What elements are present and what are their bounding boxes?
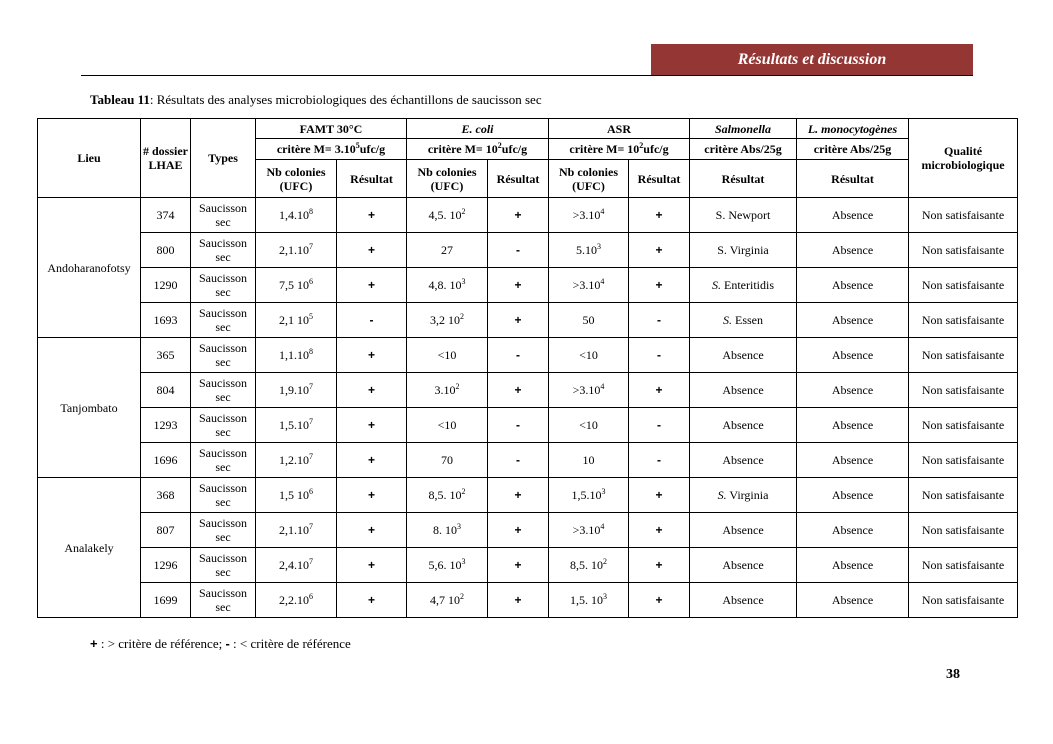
ecoli-result-cell: +	[488, 583, 549, 618]
table-row	[38, 373, 1018, 408]
dossier-cell: 1699	[141, 583, 191, 618]
salmonella-result-cell: S. Virginia	[690, 478, 797, 513]
header-types: Types	[191, 119, 256, 198]
ecoli-count-cell: 8. $10^3$	[407, 513, 488, 548]
salmonella-result-cell: Absence	[690, 443, 797, 478]
header-asr-result: Résultat	[629, 160, 690, 198]
ecoli-result-cell: +	[488, 268, 549, 303]
table-row	[38, 268, 1018, 303]
section-header: Résultats et discussion	[651, 44, 973, 75]
ecoli-count-cell: 3.10$^2$	[407, 373, 488, 408]
quality-cell: Non satisfaisante	[909, 233, 1018, 268]
criterion-famt: critère $M= 3.10^5ufc/g$	[256, 139, 407, 160]
famt-result-cell: +	[337, 373, 407, 408]
table-row	[38, 408, 1018, 443]
asr-count-cell: 50	[549, 303, 629, 338]
famt-count-cell: 7,5 $10^6$	[256, 268, 337, 303]
famt-result-cell: +	[337, 478, 407, 513]
famt-result-cell: -	[337, 303, 407, 338]
dossier-cell: 804	[141, 373, 191, 408]
salmonella-result-cell: Absence	[690, 513, 797, 548]
header-ecoli-count: Nb colonies (UFC)	[407, 160, 488, 198]
type-cell: Saucisson sec	[191, 583, 256, 618]
ecoli-result-cell: +	[488, 373, 549, 408]
famt-count-cell: 1,5 $10^6$	[256, 478, 337, 513]
asr-count-cell: 10	[549, 443, 629, 478]
header-dossier: # dossier LHAE	[141, 119, 191, 198]
asr-result-cell: +	[629, 478, 690, 513]
dossier-cell: 800	[141, 233, 191, 268]
table-row	[38, 443, 1018, 478]
ecoli-result-cell: +	[488, 303, 549, 338]
listeria-result-cell: Absence	[797, 478, 909, 513]
type-cell: Saucisson sec	[191, 548, 256, 583]
quality-cell: Non satisfaisante	[909, 303, 1018, 338]
type-cell: Saucisson sec	[191, 478, 256, 513]
listeria-result-cell: Absence	[797, 443, 909, 478]
listeria-result-cell: Absence	[797, 583, 909, 618]
famt-count-cell: 1,1.10$^8$	[256, 338, 337, 373]
ecoli-count-cell: 70	[407, 443, 488, 478]
salmonella-result-cell: S. Newport	[690, 198, 797, 233]
listeria-result-cell: Absence	[797, 373, 909, 408]
dossier-cell: 807	[141, 513, 191, 548]
famt-result-cell: +	[337, 408, 407, 443]
ecoli-count-cell: 27	[407, 233, 488, 268]
asr-count-cell: <10	[549, 338, 629, 373]
famt-count-cell: 1,4.10$^8$	[256, 198, 337, 233]
ecoli-count-cell: <10	[407, 408, 488, 443]
header-salmonella: Salmonella	[690, 119, 797, 139]
dossier-cell: 1296	[141, 548, 191, 583]
header-listeria-result: Résultat	[797, 160, 909, 198]
listeria-result-cell: Absence	[797, 303, 909, 338]
asr-result-cell: +	[629, 198, 690, 233]
famt-count-cell: 2,4.10$^7$	[256, 548, 337, 583]
type-cell: Saucisson sec	[191, 373, 256, 408]
asr-result-cell: +	[629, 268, 690, 303]
header-famt-result: Résultat	[337, 160, 407, 198]
header-salmonella-result: Résultat	[690, 160, 797, 198]
footnote: + : > critère de référence; - : < critère de référence	[90, 636, 351, 651]
lieu-cell: Andoharanofotsy	[38, 198, 141, 338]
asr-result-cell: -	[629, 303, 690, 338]
quality-cell: Non satisfaisante	[909, 268, 1018, 303]
famt-result-cell: +	[337, 233, 407, 268]
ecoli-result-cell: -	[488, 233, 549, 268]
table-row	[38, 513, 1018, 548]
salmonella-result-cell: S. Enteritidis	[690, 268, 797, 303]
dossier-cell: 1293	[141, 408, 191, 443]
table-row	[38, 338, 1018, 373]
table-body	[38, 198, 1018, 618]
quality-cell: Non satisfaisante	[909, 338, 1018, 373]
famt-count-cell: 1,2.10$^7$	[256, 443, 337, 478]
ecoli-result-cell: +	[488, 198, 549, 233]
listeria-result-cell: Absence	[797, 513, 909, 548]
caption-text: : Résultats des analyses microbiologiques des échantillons de saucisson sec	[149, 92, 542, 107]
ecoli-result-cell: +	[488, 513, 549, 548]
asr-result-cell: -	[629, 408, 690, 443]
asr-count-cell: 1,5. $10^3$	[549, 583, 629, 618]
listeria-result-cell: Absence	[797, 408, 909, 443]
ecoli-result-cell: +	[488, 548, 549, 583]
quality-cell: Non satisfaisante	[909, 583, 1018, 618]
header-listeria: L. monocytogènes	[797, 119, 909, 139]
type-cell: Saucisson sec	[191, 268, 256, 303]
table-row	[38, 303, 1018, 338]
ecoli-result-cell: +	[488, 478, 549, 513]
asr-count-cell: $>3.10^4$	[549, 373, 629, 408]
famt-result-cell: +	[337, 513, 407, 548]
quality-cell: Non satisfaisante	[909, 373, 1018, 408]
quality-cell: Non satisfaisante	[909, 198, 1018, 233]
ecoli-result-cell: -	[488, 443, 549, 478]
listeria-result-cell: Absence	[797, 198, 909, 233]
page-number: 38	[946, 667, 960, 682]
asr-result-cell: +	[629, 373, 690, 408]
quality-cell: Non satisfaisante	[909, 443, 1018, 478]
quality-cell: Non satisfaisante	[909, 548, 1018, 583]
type-cell: Saucisson sec	[191, 198, 256, 233]
listeria-result-cell: Absence	[797, 548, 909, 583]
asr-count-cell: <10	[549, 408, 629, 443]
asr-result-cell: +	[629, 513, 690, 548]
listeria-result-cell: Absence	[797, 268, 909, 303]
criterion-salmonella: critère Abs/25g	[690, 139, 797, 160]
dossier-cell: 365	[141, 338, 191, 373]
header-asr: ASR	[549, 119, 690, 139]
table-row	[38, 478, 1018, 513]
asr-count-cell: 8,5. $10^2$	[549, 548, 629, 583]
asr-count-cell: $>3.10^4$	[549, 513, 629, 548]
asr-count-cell: 5.10$^3$	[549, 233, 629, 268]
header-asr-count: Nb colonies (UFC)	[549, 160, 629, 198]
type-cell: Saucisson sec	[191, 233, 256, 268]
asr-count-cell: $>3.10^4$	[549, 198, 629, 233]
asr-count-cell: 1,5.10$^3$	[549, 478, 629, 513]
asr-count-cell: $>3.10^4$	[549, 268, 629, 303]
header-famt-count: Nb colonies (UFC)	[256, 160, 337, 198]
asr-result-cell: +	[629, 233, 690, 268]
dossier-cell: 1693	[141, 303, 191, 338]
salmonella-result-cell: Absence	[690, 583, 797, 618]
type-cell: Saucisson sec	[191, 303, 256, 338]
dossier-cell: 1696	[141, 443, 191, 478]
criterion-asr: critère $M= 10^2ufc/g$	[549, 139, 690, 160]
lieu-cell: Analakely	[38, 478, 141, 618]
listeria-result-cell: Absence	[797, 233, 909, 268]
results-table	[37, 118, 1018, 618]
salmonella-result-cell: S. Essen	[690, 303, 797, 338]
table-row	[38, 548, 1018, 583]
famt-result-cell: +	[337, 443, 407, 478]
type-cell: Saucisson sec	[191, 408, 256, 443]
quality-cell: Non satisfaisante	[909, 408, 1018, 443]
listeria-result-cell: Absence	[797, 338, 909, 373]
header-famt: FAMT 30°C	[256, 119, 407, 139]
asr-result-cell: -	[629, 338, 690, 373]
ecoli-count-cell: 3,2 $10^2$	[407, 303, 488, 338]
table-row	[38, 198, 1018, 233]
caption-label: Tableau 11	[90, 92, 150, 107]
ecoli-count-cell: <10	[407, 338, 488, 373]
famt-result-cell: +	[337, 583, 407, 618]
famt-count-cell: 2,2.10$^6$	[256, 583, 337, 618]
header-rule	[81, 75, 973, 76]
asr-result-cell: +	[629, 548, 690, 583]
famt-count-cell: 1,9.10$^7$	[256, 373, 337, 408]
type-cell: Saucisson sec	[191, 443, 256, 478]
table-row	[38, 233, 1018, 268]
famt-count-cell: 2,1.10$^7$	[256, 513, 337, 548]
header-ecoli-result: Résultat	[488, 160, 549, 198]
famt-result-cell: +	[337, 548, 407, 583]
ecoli-count-cell: 4,5. $10^2$	[407, 198, 488, 233]
header-qualite: Qualité microbiologique	[909, 119, 1018, 198]
quality-cell: Non satisfaisante	[909, 478, 1018, 513]
salmonella-result-cell: Absence	[690, 338, 797, 373]
asr-result-cell: -	[629, 443, 690, 478]
table-caption	[90, 92, 542, 108]
asr-result-cell: +	[629, 583, 690, 618]
type-cell: Saucisson sec	[191, 513, 256, 548]
quality-cell: Non satisfaisante	[909, 513, 1018, 548]
salmonella-result-cell: Absence	[690, 373, 797, 408]
salmonella-result-cell: Absence	[690, 548, 797, 583]
ecoli-count-cell: 4,7 $10^2$	[407, 583, 488, 618]
ecoli-result-cell: -	[488, 338, 549, 373]
lieu-cell: Tanjombato	[38, 338, 141, 478]
header-ecoli: E. coli	[407, 119, 549, 139]
ecoli-count-cell: 8,5. $10^2$	[407, 478, 488, 513]
dossier-cell: 374	[141, 198, 191, 233]
famt-count-cell: 2,1.10$^7$	[256, 233, 337, 268]
famt-count-cell: 2,1 $10^5$	[256, 303, 337, 338]
salmonella-result-cell: S. Virginia	[690, 233, 797, 268]
criterion-ecoli: critère $M= 10^2ufc/g$	[407, 139, 549, 160]
type-cell: Saucisson sec	[191, 338, 256, 373]
ecoli-result-cell: -	[488, 408, 549, 443]
famt-result-cell: +	[337, 268, 407, 303]
ecoli-count-cell: 4,8. $10^3$	[407, 268, 488, 303]
dossier-cell: 1290	[141, 268, 191, 303]
dossier-cell: 368	[141, 478, 191, 513]
famt-result-cell: +	[337, 338, 407, 373]
famt-result-cell: +	[337, 198, 407, 233]
table-row	[38, 583, 1018, 618]
famt-count-cell: 1,5.10$^7$	[256, 408, 337, 443]
ecoli-count-cell: 5,6. $10^3$	[407, 548, 488, 583]
salmonella-result-cell: Absence	[690, 408, 797, 443]
header-lieu: Lieu	[38, 119, 141, 198]
criterion-listeria: critère Abs/25g	[797, 139, 909, 160]
